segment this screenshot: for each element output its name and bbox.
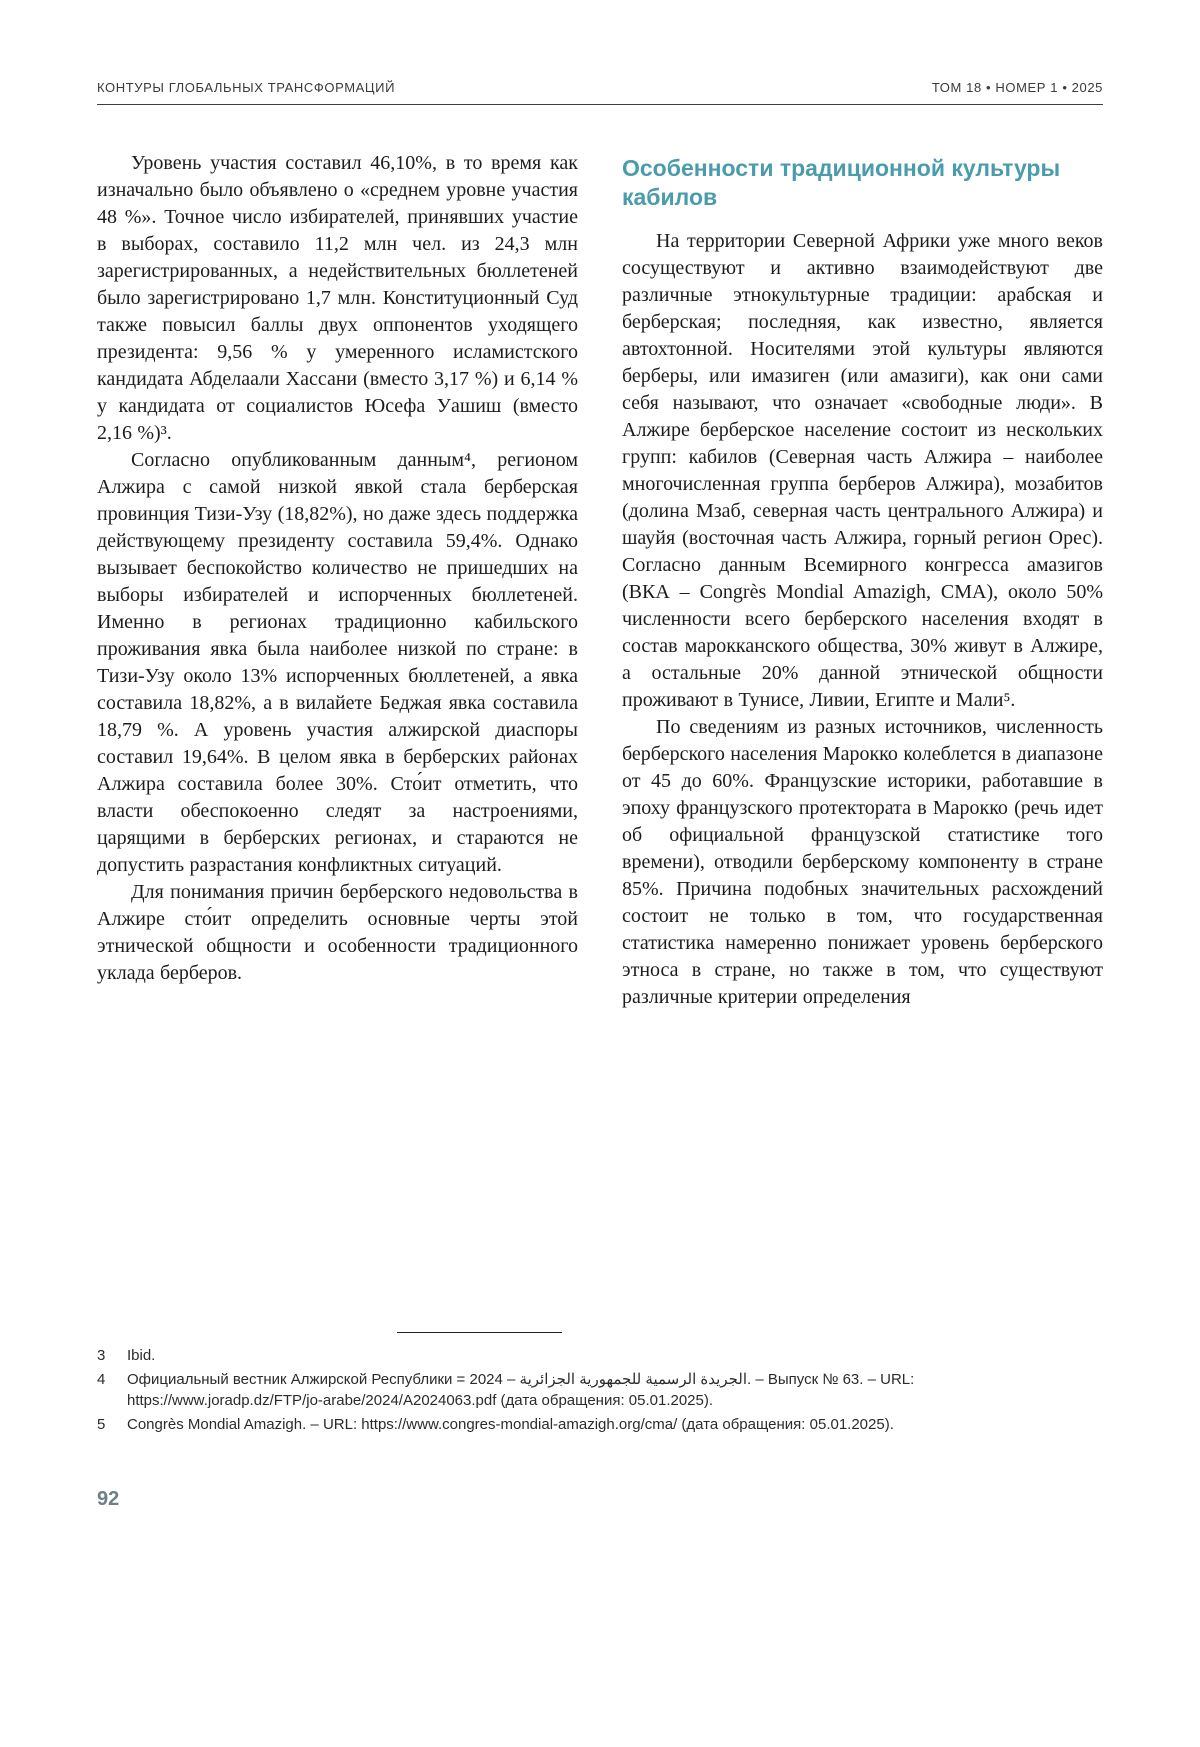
left-column — [97, 150, 578, 1011]
footnote — [97, 1345, 1103, 1366]
footnotes-block — [97, 1332, 1103, 1438]
footnote-text: Официальный вестник Алжирской Республики = الجريدة الرسمية للجمهورية الجزائرية – 2024. – Выпуск № 63. – URL: https://www.joradp.dz/FTP/jo-arabe/2024/A2024063.pdf (дата обращения: 05.01.2025). — [127, 1371, 915, 1409]
footnote-number: 3 — [97, 1347, 106, 1364]
running-head — [97, 80, 1103, 105]
footnote-separator — [397, 1332, 562, 1333]
right-column — [622, 150, 1103, 1011]
footnote-text: Congrès Mondial Amazigh. – URL: https://www.congres-mondial-amazigh.org/cma/ (дата обращения: 05.01.2025). — [127, 1416, 894, 1433]
paragraph: Уровень участия составил 46,10%, в то время как изначально было объявлено о «среднем уровне участия 48 %». Точное число избирателей, принявших участие в выборах, составило 11,2 млн чел. из 24,3 млн зарегистрированных, а недействительных бюллетеней было зарегистрировано 1,7 млн. Конституционный Суд также повысил баллы двух оппонентов уходящего президента: 9,56 % у умеренного исламистского кандидата Абделаали Хассани (вместо 3,17 %) и 6,14 % у кандидата от социалистов Юсефа Уашиш (вместо 2,16 %)³. — [97, 152, 578, 444]
paragraph: По сведениям из разных источников, численность берберского населения Марокко колеблется в диапазоне от 45 до 60%. Французские историки, работавшие в эпоху французского протектората в Марокко (речь идет об официальной французской статистике того времени), отводили берберскому компоненту в стране 85%. Причина подобных значительных расхождений состоит не только в том, что государственная статистика намеренно понижает уровень берберского этноса в стране, но также в том, что существуют различные критерии определения — [622, 716, 1103, 1008]
footnote-number: 4 — [97, 1371, 106, 1388]
paragraph: Для понимания причин берберского недовольства в Алжире сто́ит определить основные черты этой этнической общности и особенности традиционного уклада берберов. — [97, 881, 578, 984]
body-columns — [97, 150, 1103, 1011]
footnote-text: Ibid. — [127, 1347, 156, 1364]
section-heading: Особенности традиционной культуры кабилов — [622, 155, 1061, 210]
paragraph: Согласно опубликованным данным⁴, регионом Алжира с самой низкой явкой стала берберская провинция Тизи-Узу (18,82%), но даже здесь поддержка действующему президенту составила 59,4%. Однако вызывает беспокойство количество не пришедших на выборы избирателей и испорченных бюллетеней. Именно в регионах традиционно кабильского проживания явка была наиболее низкой по стране: в Тизи-Узу около 13% испорченных бюллетеней, а явка составила 18,82%, а в вилайете Беджая явка составила 18,79 %. А уровень участия алжирской диаспоры составил 19,64%. В целом явка в берберских районах Алжира составила более 30%. Сто́ит отметить, что власти обеспокоенно следят за настроениями, царящими в берберских регионах, и стараются не допустить разрастания конфликтных ситуаций. — [97, 449, 578, 876]
issue-info: ТОМ 18 • НОМЕР 1 • 2025 — [931, 80, 1103, 95]
footnote — [97, 1369, 1103, 1411]
paragraph: На территории Северной Африки уже много веков сосуществуют и активно взаимодействуют две различные этнокультурные традиции: арабская и берберская; последняя, как известно, является автохтонной. Носителями этой культуры являются берберы, или имазиген (или амазиги), как они сами себя называют, что означает «свободные люди». В Алжире берберское население состоит из нескольких групп: кабилов (Северная часть Алжира – наиболее многочисленная группа берберов Алжира), мозабитов (долина Мзаб, северная часть центрального Алжира) и шауйя (восточная часть Алжира, горный регион Орес). Согласно данным Всемирного конгресса амазигов (ВКА – Congrès Mondial Amazigh, CMA), около 50% численности всего берберского населения входят в состав марокканского общества, 30% живут в Алжире, а остальные 20% данной этнической общности проживают в Тунисе, Ливии, Египте и Мали⁵. — [622, 230, 1103, 711]
page-number: 92 — [97, 1488, 120, 1510]
journal-title: КОНТУРЫ ГЛОБАЛЬНЫХ ТРАНСФОРМАЦИЙ — [97, 80, 396, 95]
footnote-number: 5 — [97, 1416, 106, 1433]
footnote — [97, 1414, 1103, 1435]
